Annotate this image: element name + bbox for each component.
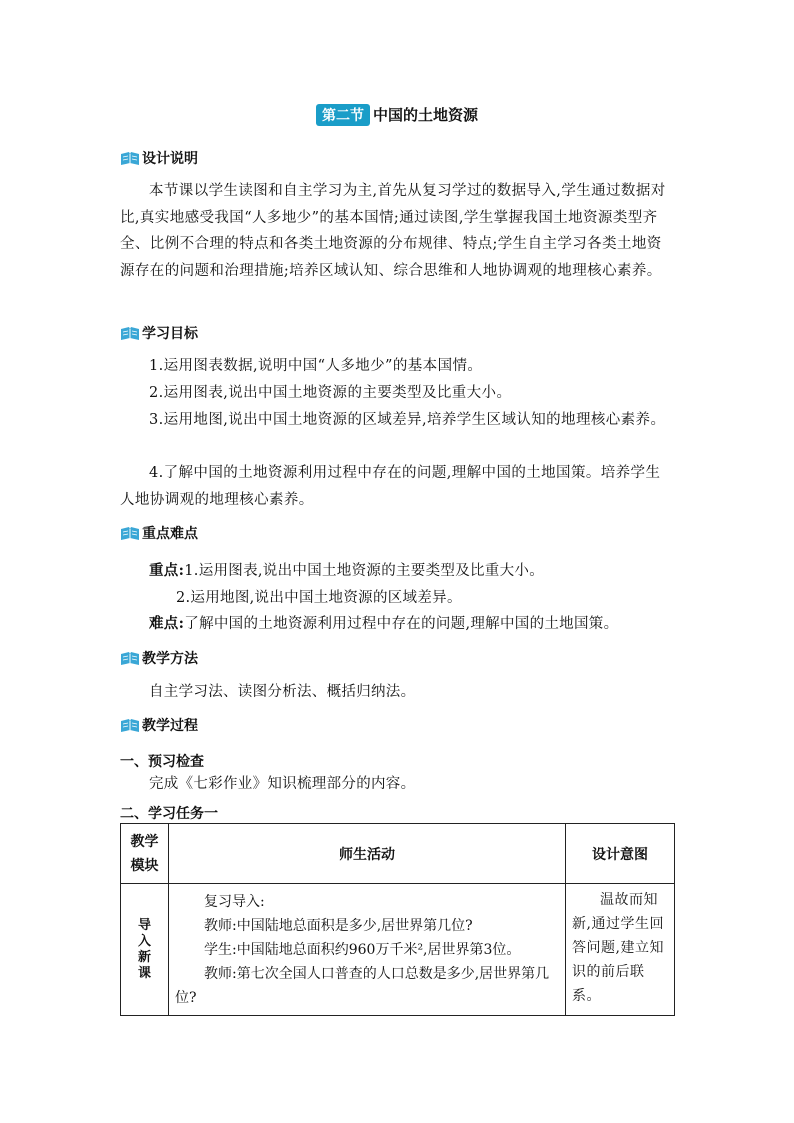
key-point-1: 重点:1.运用图表,说出中国土地资源的主要类型及比重大小。 bbox=[149, 562, 545, 579]
book-icon bbox=[120, 526, 140, 541]
row-activity: 复习导入: 教师:中国陆地总面积是多少,居世界第几位? 学生:中国陆地总面积约960万千米²,居世界第3位。 教师:第七次全国人口普查的人口总数是多少,居世界第几位? bbox=[169, 884, 566, 1016]
task1-title: 二、学习任务一 bbox=[120, 806, 218, 822]
header-intent: 设计意图 bbox=[566, 824, 675, 884]
header-module: 教学模块 bbox=[121, 824, 169, 884]
preview-text: 完成《七彩作业》知识梳理部分的内容。 bbox=[149, 776, 416, 792]
section-badge: 第二节 bbox=[316, 104, 370, 126]
row-module: 导入新课 bbox=[121, 884, 169, 1016]
preview-title: 一、预习检查 bbox=[120, 754, 204, 770]
title-text: 中国的土地资源 bbox=[372, 106, 478, 124]
row-intent: 温故而知新,通过学生回答问题,建立知识的前后联系。 bbox=[566, 884, 675, 1016]
heading-label: 教学过程 bbox=[142, 718, 198, 734]
heading-label: 重点难点 bbox=[142, 526, 198, 542]
design-paragraph: 本节课以学生读图和自主学习为主,首先从复习学过的数据导入,学生通过数据对比,真实地感受我国“人多地少”的基本国情;通过读图,学生掌握我国土地资源类型齐全、比例不合理的特点和各类土地资源的分布规律、特点;学生自主学习各类土地资源存在的问题和治理措施;培养区域认知、综合思维和人地协调观的地理核心素养。 bbox=[120, 183, 666, 279]
heading-goals bbox=[120, 323, 198, 343]
book-icon bbox=[120, 326, 140, 341]
heading-process bbox=[120, 715, 198, 735]
book-icon bbox=[120, 718, 140, 733]
method-text: 自主学习法、读图分析法、概括归纳法。 bbox=[149, 684, 416, 700]
process-table bbox=[120, 823, 675, 1016]
heading-method bbox=[120, 648, 198, 668]
table-header-row bbox=[121, 824, 675, 884]
table-row bbox=[121, 884, 675, 1016]
goal-item: 3.运用地图,说出中国土地资源的区域差异,培养学生区域认知的地理核心素养。 bbox=[149, 412, 666, 428]
difficulty: 难点:了解中国的土地资源利用过程中存在的问题,理解中国的土地国策。 bbox=[149, 615, 619, 632]
book-icon bbox=[120, 151, 140, 166]
key-point-2: 2.运用地图,说出中国土地资源的区域差异。 bbox=[176, 590, 462, 606]
heading-design bbox=[120, 148, 198, 168]
heading-label: 教学方法 bbox=[142, 651, 198, 667]
page-title bbox=[0, 104, 794, 126]
heading-label: 学习目标 bbox=[142, 326, 198, 342]
goal-item: 1.运用图表数据,说明中国“人多地少”的基本国情。 bbox=[149, 358, 483, 374]
header-activity: 师生活动 bbox=[169, 824, 566, 884]
heading-key bbox=[120, 523, 198, 543]
book-icon bbox=[120, 651, 140, 666]
heading-label: 设计说明 bbox=[142, 151, 198, 167]
goal-item: 2.运用图表,说出中国土地资源的主要类型及比重大小。 bbox=[149, 385, 512, 401]
goal-item: 4.了解中国的土地资源利用过程中存在的问题,理解中国的土地国策。培养学生人地协调观的地理核心素养。 bbox=[120, 465, 661, 508]
